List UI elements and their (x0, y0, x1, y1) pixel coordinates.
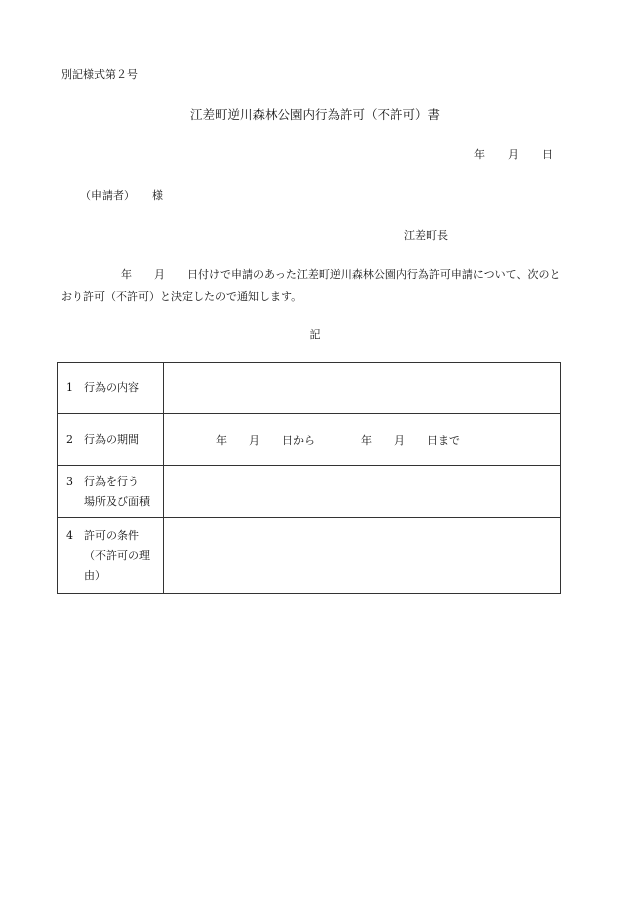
row-label-text: 行為の期間 (84, 432, 139, 446)
row-label (58, 518, 164, 594)
period-end-month: 月 (394, 433, 405, 447)
row-number: 2 (66, 432, 73, 446)
body-text: 日付けで申請のあった江差町逆川森林公園内行為許可申請について、次のとおり許可（不許可）と決定したので通知します。 (61, 268, 561, 303)
activity-period-cell (164, 414, 561, 466)
row-label-text: （不許可の理 (84, 548, 150, 562)
row-number: 1 (66, 381, 73, 394)
conditions-cell (164, 518, 561, 594)
row-number: 4 (66, 528, 73, 542)
permit-details-table (57, 362, 561, 594)
row-label-text: 場所及び面積 (84, 494, 150, 508)
form-number: 別記様式第２号 (61, 68, 138, 81)
period-end-year: 年 (361, 433, 372, 447)
date-year: 年 (474, 148, 485, 161)
period-start-day: 日から (282, 433, 315, 447)
table-row (58, 414, 561, 466)
row-label (58, 414, 164, 466)
notice-body (61, 264, 571, 308)
document-title: 江差町逆川森林公園内行為許可（不許可）書 (189, 107, 440, 122)
row-label-text: 行為の内容 (84, 381, 139, 394)
table-row (58, 466, 561, 518)
body-month: 月 (154, 268, 165, 281)
addressee-label: （申請者） (80, 189, 135, 202)
addressee (80, 187, 163, 203)
table-row (58, 363, 561, 414)
issuer: 江差町長 (404, 229, 448, 242)
date-day: 日 (542, 148, 553, 161)
row-number: 3 (66, 474, 73, 488)
body-year: 年 (121, 268, 132, 281)
period-end-day: 日まで (427, 433, 460, 447)
row-label-text: 由） (84, 568, 106, 582)
row-label (58, 363, 164, 414)
row-label (58, 466, 164, 518)
row-label-text: 行為を行う (84, 474, 139, 488)
addressee-suffix: 様 (152, 189, 163, 202)
date-month: 月 (508, 148, 519, 161)
period-start-year: 年 (216, 433, 227, 447)
location-area-cell (164, 466, 561, 518)
activity-content-cell (164, 363, 561, 414)
period-start-month: 月 (249, 433, 260, 447)
issue-date (474, 146, 553, 162)
table-row (58, 518, 561, 594)
ki-heading: 記 (309, 328, 321, 341)
row-label-text: 許可の条件 (84, 528, 139, 542)
